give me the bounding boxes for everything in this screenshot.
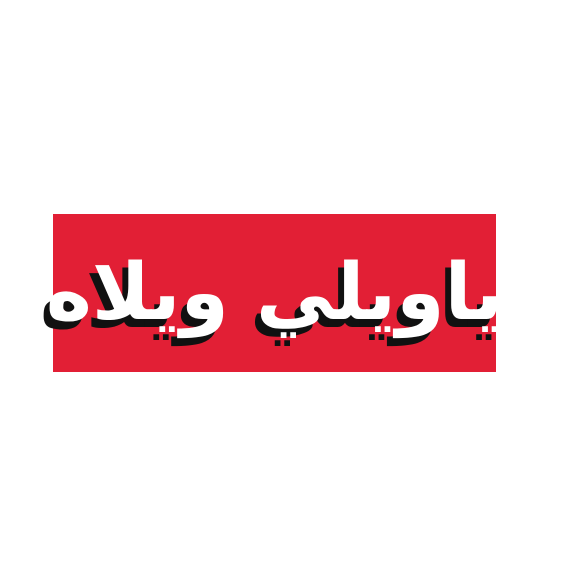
red-banner: [45, 214, 504, 372]
sticker-text: ياويلي ويلاه: [45, 248, 504, 338]
